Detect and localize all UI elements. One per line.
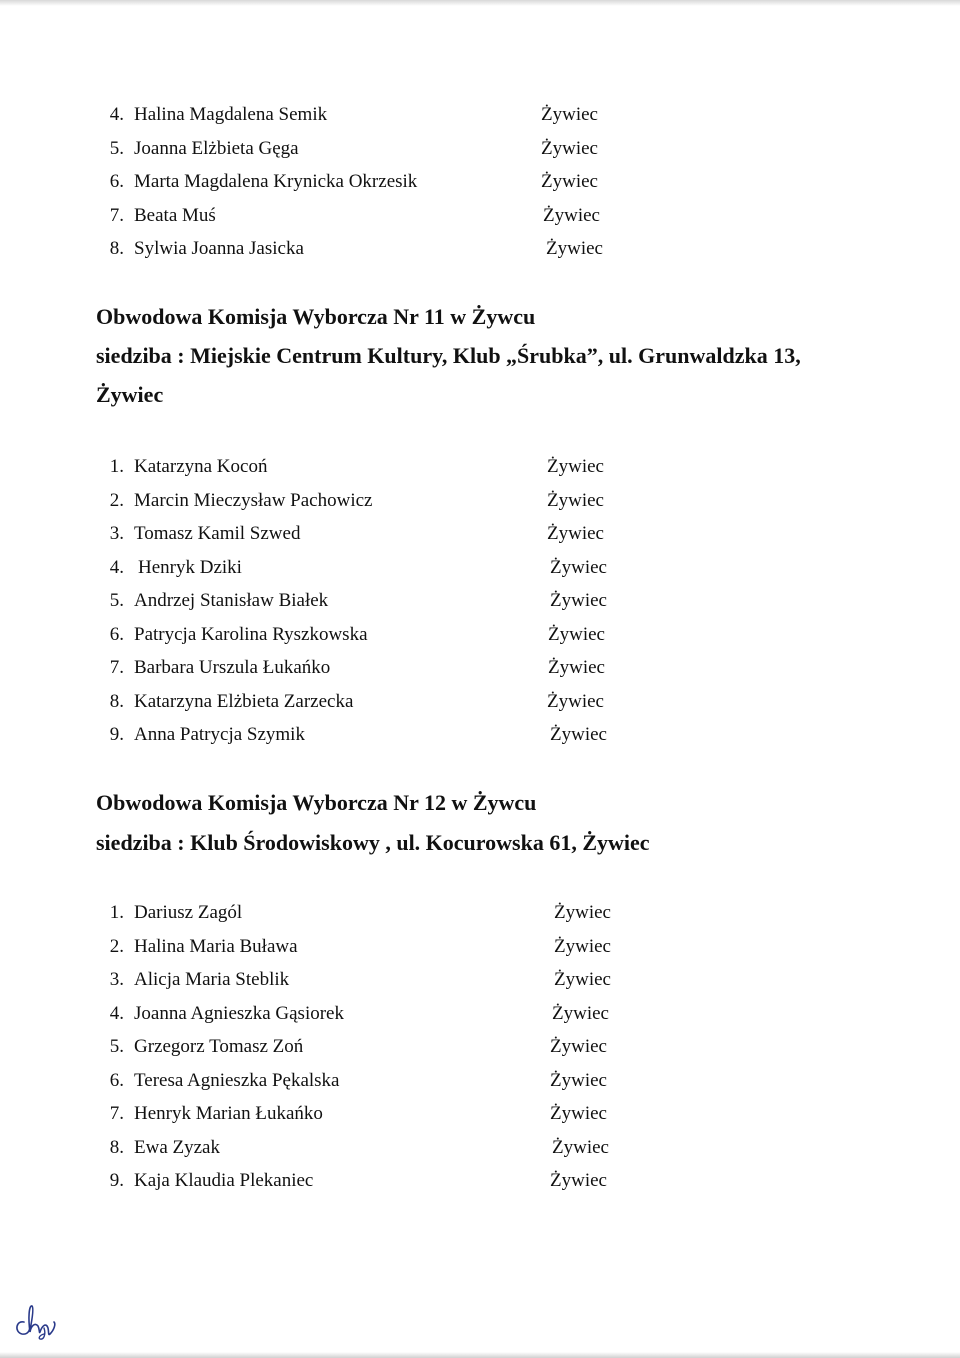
commission-11-members bbox=[104, 450, 624, 752]
member-number: 5. bbox=[109, 137, 124, 159]
member-number: 7. bbox=[109, 657, 124, 678]
list-item bbox=[104, 98, 624, 132]
member-name: Barbara Urszula Łukańko bbox=[134, 657, 331, 678]
member-number: 8. bbox=[109, 690, 124, 712]
list-item bbox=[104, 165, 624, 199]
member-city: Żywiec bbox=[550, 590, 607, 611]
member-name: Alicja Maria Steblik bbox=[134, 969, 290, 990]
member-number: 6. bbox=[109, 1069, 124, 1091]
member-name: Katarzyna Kocoń bbox=[134, 456, 268, 477]
member-number: 1. bbox=[109, 456, 124, 477]
commission-12-title: Obwodowa Komisja Wyborcza Nr 12 w Żywcu bbox=[96, 790, 537, 815]
member-name: Kaja Klaudia Plekaniec bbox=[134, 1170, 314, 1191]
member-number: 9. bbox=[109, 724, 124, 745]
list-item bbox=[104, 963, 624, 997]
member-name: Dariusz Zagól bbox=[134, 902, 243, 923]
member-number: 3. bbox=[109, 523, 124, 544]
scan-edge-top bbox=[0, 0, 960, 6]
member-name: Beata Muś bbox=[134, 204, 216, 226]
list-item bbox=[104, 1131, 624, 1165]
list-item bbox=[104, 997, 624, 1031]
member-city: Żywiec bbox=[550, 1103, 607, 1124]
member-city: Żywiec bbox=[554, 969, 611, 990]
list-item bbox=[104, 1064, 624, 1098]
member-number: 5. bbox=[109, 1036, 124, 1057]
member-name: Teresa Agnieszka Pękalska bbox=[134, 1069, 340, 1091]
member-number: 8. bbox=[109, 238, 124, 259]
member-name: Patrycja Karolina Ryszkowska bbox=[134, 623, 368, 645]
member-city: Żywiec bbox=[541, 171, 598, 192]
member-number: 7. bbox=[109, 204, 124, 226]
member-name: Henryk Dziki bbox=[138, 556, 242, 578]
member-city: Żywiec bbox=[548, 623, 605, 645]
member-number: 7. bbox=[109, 1103, 124, 1124]
member-name: Ewa Zyzak bbox=[134, 1136, 220, 1158]
member-city: Żywiec bbox=[554, 902, 611, 923]
list-item bbox=[104, 584, 624, 618]
member-city: Żywiec bbox=[547, 456, 604, 477]
list-item bbox=[104, 718, 624, 752]
member-city: Żywiec bbox=[550, 1170, 607, 1191]
member-name: Andrzej Stanisław Białek bbox=[134, 590, 329, 611]
member-city: Żywiec bbox=[541, 104, 598, 125]
list-item bbox=[104, 1097, 624, 1131]
list-item bbox=[104, 1030, 624, 1064]
list-item bbox=[104, 484, 624, 518]
list-item bbox=[104, 618, 624, 652]
list-item bbox=[104, 685, 624, 719]
member-city: Żywiec bbox=[554, 935, 611, 957]
commission-12-seat: siedziba : Klub Środowiskowy , ul. Kocurowska 61, Żywiec bbox=[96, 830, 650, 855]
member-number: 6. bbox=[109, 623, 124, 645]
commission-11-seat-city: Żywiec bbox=[96, 382, 164, 407]
member-name: Marta Magdalena Krynicka Okrzesik bbox=[134, 171, 418, 192]
member-name: Sylwia Joanna Jasicka bbox=[134, 238, 304, 259]
member-city: Żywiec bbox=[550, 724, 607, 745]
member-number: 4. bbox=[109, 1002, 124, 1024]
list-item bbox=[104, 930, 624, 964]
list-item bbox=[104, 651, 624, 685]
member-number: 1. bbox=[109, 902, 124, 923]
member-city: Żywiec bbox=[547, 690, 604, 712]
member-number: 4. bbox=[109, 104, 124, 125]
member-city: Żywiec bbox=[546, 238, 603, 259]
member-city: Żywiec bbox=[541, 137, 598, 159]
member-number: 2. bbox=[109, 489, 124, 511]
member-name: Katarzyna Elżbieta Zarzecka bbox=[134, 690, 354, 712]
list-item bbox=[104, 517, 624, 551]
member-name: Grzegorz Tomasz Zoń bbox=[134, 1036, 304, 1057]
member-number: 3. bbox=[109, 969, 124, 990]
member-city: Żywiec bbox=[547, 489, 604, 511]
member-number: 6. bbox=[109, 171, 124, 192]
member-name: Henryk Marian Łukańko bbox=[134, 1103, 323, 1124]
member-city: Żywiec bbox=[548, 657, 605, 678]
handwritten-initials-icon bbox=[8, 1302, 60, 1342]
member-city: Żywiec bbox=[552, 1136, 609, 1158]
member-city: Żywiec bbox=[552, 1002, 609, 1024]
list-item bbox=[104, 551, 624, 585]
list-item bbox=[104, 132, 624, 166]
commission-11-title: Obwodowa Komisja Wyborcza Nr 11 w Żywcu bbox=[96, 304, 536, 329]
member-name: Joanna Agnieszka Gąsiorek bbox=[134, 1002, 344, 1024]
member-name: Anna Patrycja Szymik bbox=[134, 724, 305, 745]
member-city: Żywiec bbox=[550, 1036, 607, 1057]
member-city: Żywiec bbox=[547, 523, 604, 544]
member-number: 9. bbox=[109, 1170, 124, 1191]
scan-edge-bottom bbox=[0, 1352, 960, 1358]
member-city: Żywiec bbox=[550, 1069, 607, 1091]
member-name: Tomasz Kamil Szwed bbox=[134, 523, 301, 544]
member-city: Żywiec bbox=[543, 204, 600, 226]
member-name: Halina Maria Buława bbox=[134, 935, 298, 957]
member-number: 8. bbox=[109, 1136, 124, 1158]
member-city: Żywiec bbox=[550, 556, 607, 578]
list-item bbox=[104, 199, 624, 233]
member-name: Halina Magdalena Semik bbox=[134, 104, 328, 125]
member-number: 2. bbox=[109, 935, 124, 957]
list-item bbox=[104, 896, 624, 930]
member-number: 5. bbox=[109, 590, 124, 611]
list-item bbox=[104, 1164, 624, 1198]
member-name: Joanna Elżbieta Gęga bbox=[134, 137, 299, 159]
list-item bbox=[104, 450, 624, 484]
member-name: Marcin Mieczysław Pachowicz bbox=[134, 489, 373, 511]
member-number: 4. bbox=[109, 556, 124, 578]
member-list-continued bbox=[104, 98, 624, 266]
list-item bbox=[104, 232, 624, 266]
commission-11-seat: siedziba : Miejskie Centrum Kultury, Klub „Śrubka”, ul. Grunwaldzka 13, bbox=[96, 343, 801, 368]
commission-12-members bbox=[104, 896, 624, 1198]
